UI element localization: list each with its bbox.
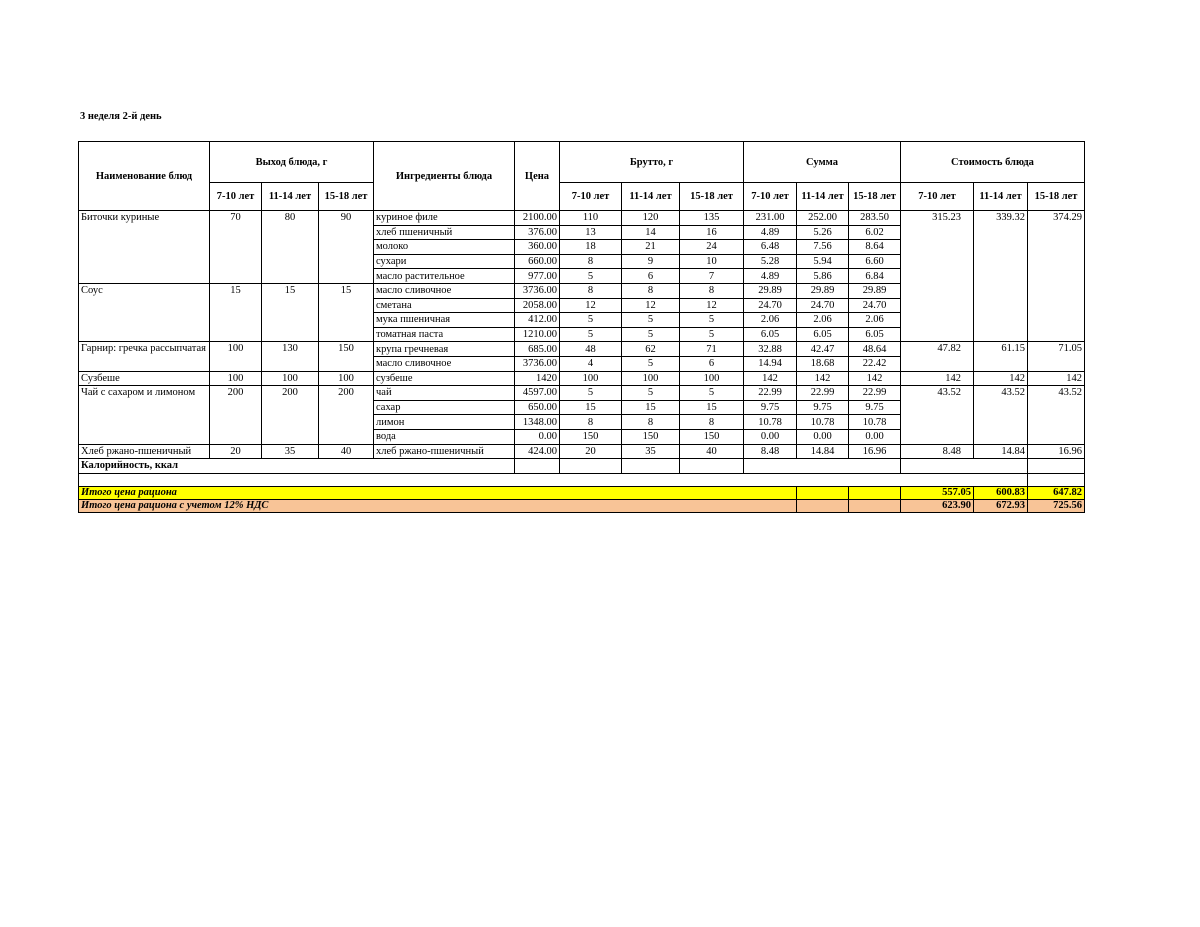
age-header: 7-10 лет (210, 183, 262, 211)
ingredient-sum: 22.99 (849, 386, 901, 401)
ingredient-sum: 18.68 (797, 356, 849, 371)
dish-cost: 142 (901, 371, 974, 386)
ingredient-gross: 12 (560, 298, 622, 313)
ingredient-sum: 2.06 (797, 313, 849, 328)
dish-yield: 100 (210, 371, 262, 386)
header-yield: Выход блюда, г (210, 142, 374, 183)
dish-cost: 14.84 (974, 444, 1028, 459)
ingredient-name: хлеб ржано-пшеничный (374, 444, 515, 459)
total-value: 647.82 (1028, 486, 1085, 499)
dish-cost: 8.48 (901, 444, 974, 459)
ingredient-price: 376.00 (515, 225, 560, 240)
ingredient-name: вода (374, 429, 515, 444)
ingredient-gross: 71 (680, 342, 744, 357)
total-label: Итого цена рациона (79, 486, 797, 499)
header-sum: Сумма (744, 142, 901, 183)
dish-name: Хлеб ржано-пшеничный (79, 444, 210, 459)
ingredient-sum: 6.60 (849, 254, 901, 269)
dish-yield: 15 (262, 283, 319, 341)
ingredient-sum: 14.84 (797, 444, 849, 459)
ingredient-gross: 21 (622, 240, 680, 255)
ingredient-sum: 29.89 (849, 283, 901, 298)
header-cost: Стоимость блюда (901, 142, 1085, 183)
age-header: 11-14 лет (622, 183, 680, 211)
ingredient-name: сухари (374, 254, 515, 269)
dish-name: Сузбеше (79, 371, 210, 386)
ingredient-sum: 24.70 (849, 298, 901, 313)
total-vat-value: 672.93 (974, 499, 1028, 512)
ingredient-gross: 48 (560, 342, 622, 357)
ingredient-price: 424.00 (515, 444, 560, 459)
ingredient-sum: 29.89 (744, 283, 797, 298)
ingredient-gross: 150 (622, 429, 680, 444)
ingredient-gross: 10 (680, 254, 744, 269)
ingredient-sum: 0.00 (744, 429, 797, 444)
ingredient-name: чай (374, 386, 515, 401)
ingredient-sum: 142 (744, 371, 797, 386)
dish-name: Гарнир: гречка рассыпчатая (79, 342, 210, 371)
ingredient-name: лимон (374, 415, 515, 430)
ingredient-sum: 6.48 (744, 240, 797, 255)
total-vat-value: 725.56 (1028, 499, 1085, 512)
ingredient-gross: 8 (622, 283, 680, 298)
ingredient-gross: 6 (622, 269, 680, 284)
ingredient-gross: 5 (680, 386, 744, 401)
ingredient-sum: 22.42 (849, 356, 901, 371)
ingredient-sum: 16.96 (849, 444, 901, 459)
dish-yield: 130 (262, 342, 319, 371)
ingredient-gross: 7 (680, 269, 744, 284)
ingredient-name: крупа гречневая (374, 342, 515, 357)
ingredient-gross: 8 (680, 415, 744, 430)
table-row (79, 444, 1085, 459)
dish-cost: 142 (974, 371, 1028, 386)
ingredient-gross: 15 (560, 400, 622, 415)
dish-yield: 20 (210, 444, 262, 459)
ingredient-sum: 0.00 (797, 429, 849, 444)
ingredient-sum: 5.28 (744, 254, 797, 269)
ingredient-gross: 5 (560, 327, 622, 342)
ingredient-sum: 4.89 (744, 225, 797, 240)
ingredient-sum: 283.50 (849, 211, 901, 226)
dish-yield: 15 (210, 283, 262, 341)
ingredient-name: сузбеше (374, 371, 515, 386)
ingredient-price: 685.00 (515, 342, 560, 357)
ingredient-sum: 142 (849, 371, 901, 386)
ingredient-gross: 8 (622, 415, 680, 430)
ingredient-gross: 8 (560, 415, 622, 430)
dish-yield: 200 (319, 386, 374, 444)
ingredient-gross: 8 (560, 283, 622, 298)
ingredient-price: 3736.00 (515, 356, 560, 371)
ingredient-price: 360.00 (515, 240, 560, 255)
ingredient-sum: 9.75 (797, 400, 849, 415)
dish-yield: 80 (262, 211, 319, 284)
ingredient-name: томатная паста (374, 327, 515, 342)
dish-name: Соус (79, 283, 210, 341)
ingredient-name: молоко (374, 240, 515, 255)
ingredient-gross: 100 (560, 371, 622, 386)
ingredient-gross: 5 (622, 386, 680, 401)
header-gross: Брутто, г (560, 142, 744, 183)
ingredient-gross: 5 (680, 313, 744, 328)
ingredient-price: 4597.00 (515, 386, 560, 401)
age-header: 15-18 лет (680, 183, 744, 211)
dish-yield: 150 (319, 342, 374, 371)
dish-yield: 100 (262, 371, 319, 386)
age-header: 7-10 лет (560, 183, 622, 211)
ingredient-gross: 100 (680, 371, 744, 386)
ingredient-sum: 6.05 (744, 327, 797, 342)
table-row (79, 386, 1085, 401)
ingredient-sum: 22.99 (744, 386, 797, 401)
menu-body (79, 211, 1085, 459)
header-ingredients: Ингредиенты блюда (374, 142, 515, 211)
dish-yield: 35 (262, 444, 319, 459)
ingredient-gross: 150 (680, 429, 744, 444)
dish-cost: 339.32 (974, 211, 1028, 342)
ingredient-gross: 20 (560, 444, 622, 459)
ingredient-name: сахар (374, 400, 515, 415)
ingredient-gross: 5 (622, 327, 680, 342)
header-price: Цена (515, 142, 560, 211)
ingredient-price: 1348.00 (515, 415, 560, 430)
age-header: 11-14 лет (974, 183, 1028, 211)
ingredient-price: 660.00 (515, 254, 560, 269)
dish-cost: 142 (1028, 371, 1085, 386)
ingredient-gross: 150 (560, 429, 622, 444)
ingredient-gross: 13 (560, 225, 622, 240)
ingredient-sum: 6.05 (797, 327, 849, 342)
age-header: 15-18 лет (1028, 183, 1085, 211)
dish-name: Биточки куриные (79, 211, 210, 284)
ingredient-price: 3736.00 (515, 283, 560, 298)
ingredient-gross: 35 (622, 444, 680, 459)
ingredient-gross: 5 (622, 313, 680, 328)
ingredient-gross: 5 (622, 356, 680, 371)
dish-yield: 200 (262, 386, 319, 444)
total-vat-label: Итого цена рациона с учетом 12% НДС (79, 499, 797, 512)
ingredient-gross: 40 (680, 444, 744, 459)
total-row (79, 486, 1085, 499)
ingredient-gross: 12 (622, 298, 680, 313)
ingredient-price: 0.00 (515, 429, 560, 444)
dish-yield: 100 (319, 371, 374, 386)
ingredient-name: хлеб пшеничный (374, 225, 515, 240)
ingredient-gross: 15 (622, 400, 680, 415)
ingredient-sum: 6.05 (849, 327, 901, 342)
ingredient-gross: 120 (622, 211, 680, 226)
ingredient-name: масло растительное (374, 269, 515, 284)
ingredient-sum: 7.56 (797, 240, 849, 255)
age-header: 11-14 лет (262, 183, 319, 211)
age-header: 11-14 лет (797, 183, 849, 211)
ingredient-name: куриное филе (374, 211, 515, 226)
menu-table (78, 141, 1085, 513)
ingredient-price: 650.00 (515, 400, 560, 415)
ingredient-gross: 135 (680, 211, 744, 226)
ingredient-sum: 24.70 (744, 298, 797, 313)
age-header: 7-10 лет (901, 183, 974, 211)
ingredient-gross: 5 (560, 386, 622, 401)
ingredient-name: масло сливочное (374, 356, 515, 371)
ingredient-sum: 14.94 (744, 356, 797, 371)
ingredient-sum: 8.48 (744, 444, 797, 459)
ingredient-gross: 110 (560, 211, 622, 226)
ingredient-gross: 8 (560, 254, 622, 269)
dish-yield: 200 (210, 386, 262, 444)
total-value: 557.05 (901, 486, 974, 499)
ingredient-gross: 5 (560, 269, 622, 284)
dish-name: Чай с сахаром и лимоном (79, 386, 210, 444)
age-header: 15-18 лет (319, 183, 374, 211)
ingredient-name: сметана (374, 298, 515, 313)
dish-cost: 43.52 (1028, 386, 1085, 444)
ingredient-price: 2100.00 (515, 211, 560, 226)
ingredient-sum: 142 (797, 371, 849, 386)
dish-cost: 71.05 (1028, 342, 1085, 371)
ingredient-sum: 29.89 (797, 283, 849, 298)
ingredient-gross: 8 (680, 283, 744, 298)
ingredient-sum: 6.84 (849, 269, 901, 284)
dish-yield: 15 (319, 283, 374, 341)
dish-yield: 70 (210, 211, 262, 284)
ingredient-sum: 10.78 (797, 415, 849, 430)
dish-yield: 90 (319, 211, 374, 284)
header-dish: Наименование блюд (79, 142, 210, 211)
ingredient-gross: 62 (622, 342, 680, 357)
ingredient-sum: 24.70 (797, 298, 849, 313)
ingredient-sum: 9.75 (744, 400, 797, 415)
ingredient-gross: 5 (560, 313, 622, 328)
age-header: 7-10 лет (744, 183, 797, 211)
ingredient-price: 412.00 (515, 313, 560, 328)
table-row (79, 211, 1085, 226)
ingredient-gross: 15 (680, 400, 744, 415)
table-row (79, 342, 1085, 357)
ingredient-sum: 2.06 (849, 313, 901, 328)
page-title: 3 неделя 2-й день (80, 111, 162, 122)
ingredient-sum: 48.64 (849, 342, 901, 357)
ingredient-sum: 22.99 (797, 386, 849, 401)
dish-yield: 100 (210, 342, 262, 371)
ingredient-sum: 8.64 (849, 240, 901, 255)
ingredient-gross: 5 (680, 327, 744, 342)
ingredient-sum: 32.88 (744, 342, 797, 357)
ingredient-sum: 10.78 (744, 415, 797, 430)
ingredient-gross: 14 (622, 225, 680, 240)
ingredient-sum: 5.94 (797, 254, 849, 269)
ingredient-sum: 4.89 (744, 269, 797, 284)
total-value: 600.83 (974, 486, 1028, 499)
total-vat-row (79, 499, 1085, 512)
ingredient-price: 1420 (515, 371, 560, 386)
dish-cost: 43.52 (901, 386, 974, 444)
ingredient-sum: 5.26 (797, 225, 849, 240)
total-vat-value: 623.90 (901, 499, 974, 512)
ingredient-sum: 2.06 (744, 313, 797, 328)
ingredient-sum: 0.00 (849, 429, 901, 444)
ingredient-gross: 24 (680, 240, 744, 255)
spacer-row (79, 473, 1085, 486)
calories-label: Калорийность, ккал (79, 459, 515, 474)
table-row (79, 371, 1085, 386)
ingredient-gross: 12 (680, 298, 744, 313)
dish-cost: 16.96 (1028, 444, 1085, 459)
ingredient-sum: 231.00 (744, 211, 797, 226)
ingredient-sum: 252.00 (797, 211, 849, 226)
dish-cost: 315.23 (901, 211, 974, 342)
ingredient-gross: 6 (680, 356, 744, 371)
age-header: 15-18 лет (849, 183, 901, 211)
ingredient-sum: 5.86 (797, 269, 849, 284)
dish-cost: 43.52 (974, 386, 1028, 444)
ingredient-sum: 9.75 (849, 400, 901, 415)
ingredient-gross: 18 (560, 240, 622, 255)
ingredient-name: масло сливочное (374, 283, 515, 298)
ingredient-price: 1210.00 (515, 327, 560, 342)
ingredient-gross: 4 (560, 356, 622, 371)
dish-cost: 374.29 (1028, 211, 1085, 342)
ingredient-name: мука пшеничная (374, 313, 515, 328)
ingredient-sum: 10.78 (849, 415, 901, 430)
ingredient-gross: 100 (622, 371, 680, 386)
ingredient-gross: 16 (680, 225, 744, 240)
dish-cost: 61.15 (974, 342, 1028, 371)
calories-row (79, 459, 1085, 474)
ingredient-sum: 6.02 (849, 225, 901, 240)
ingredient-price: 2058.00 (515, 298, 560, 313)
ingredient-sum: 42.47 (797, 342, 849, 357)
ingredient-price: 977.00 (515, 269, 560, 284)
dish-yield: 40 (319, 444, 374, 459)
dish-cost: 47.82 (901, 342, 974, 371)
ingredient-gross: 9 (622, 254, 680, 269)
